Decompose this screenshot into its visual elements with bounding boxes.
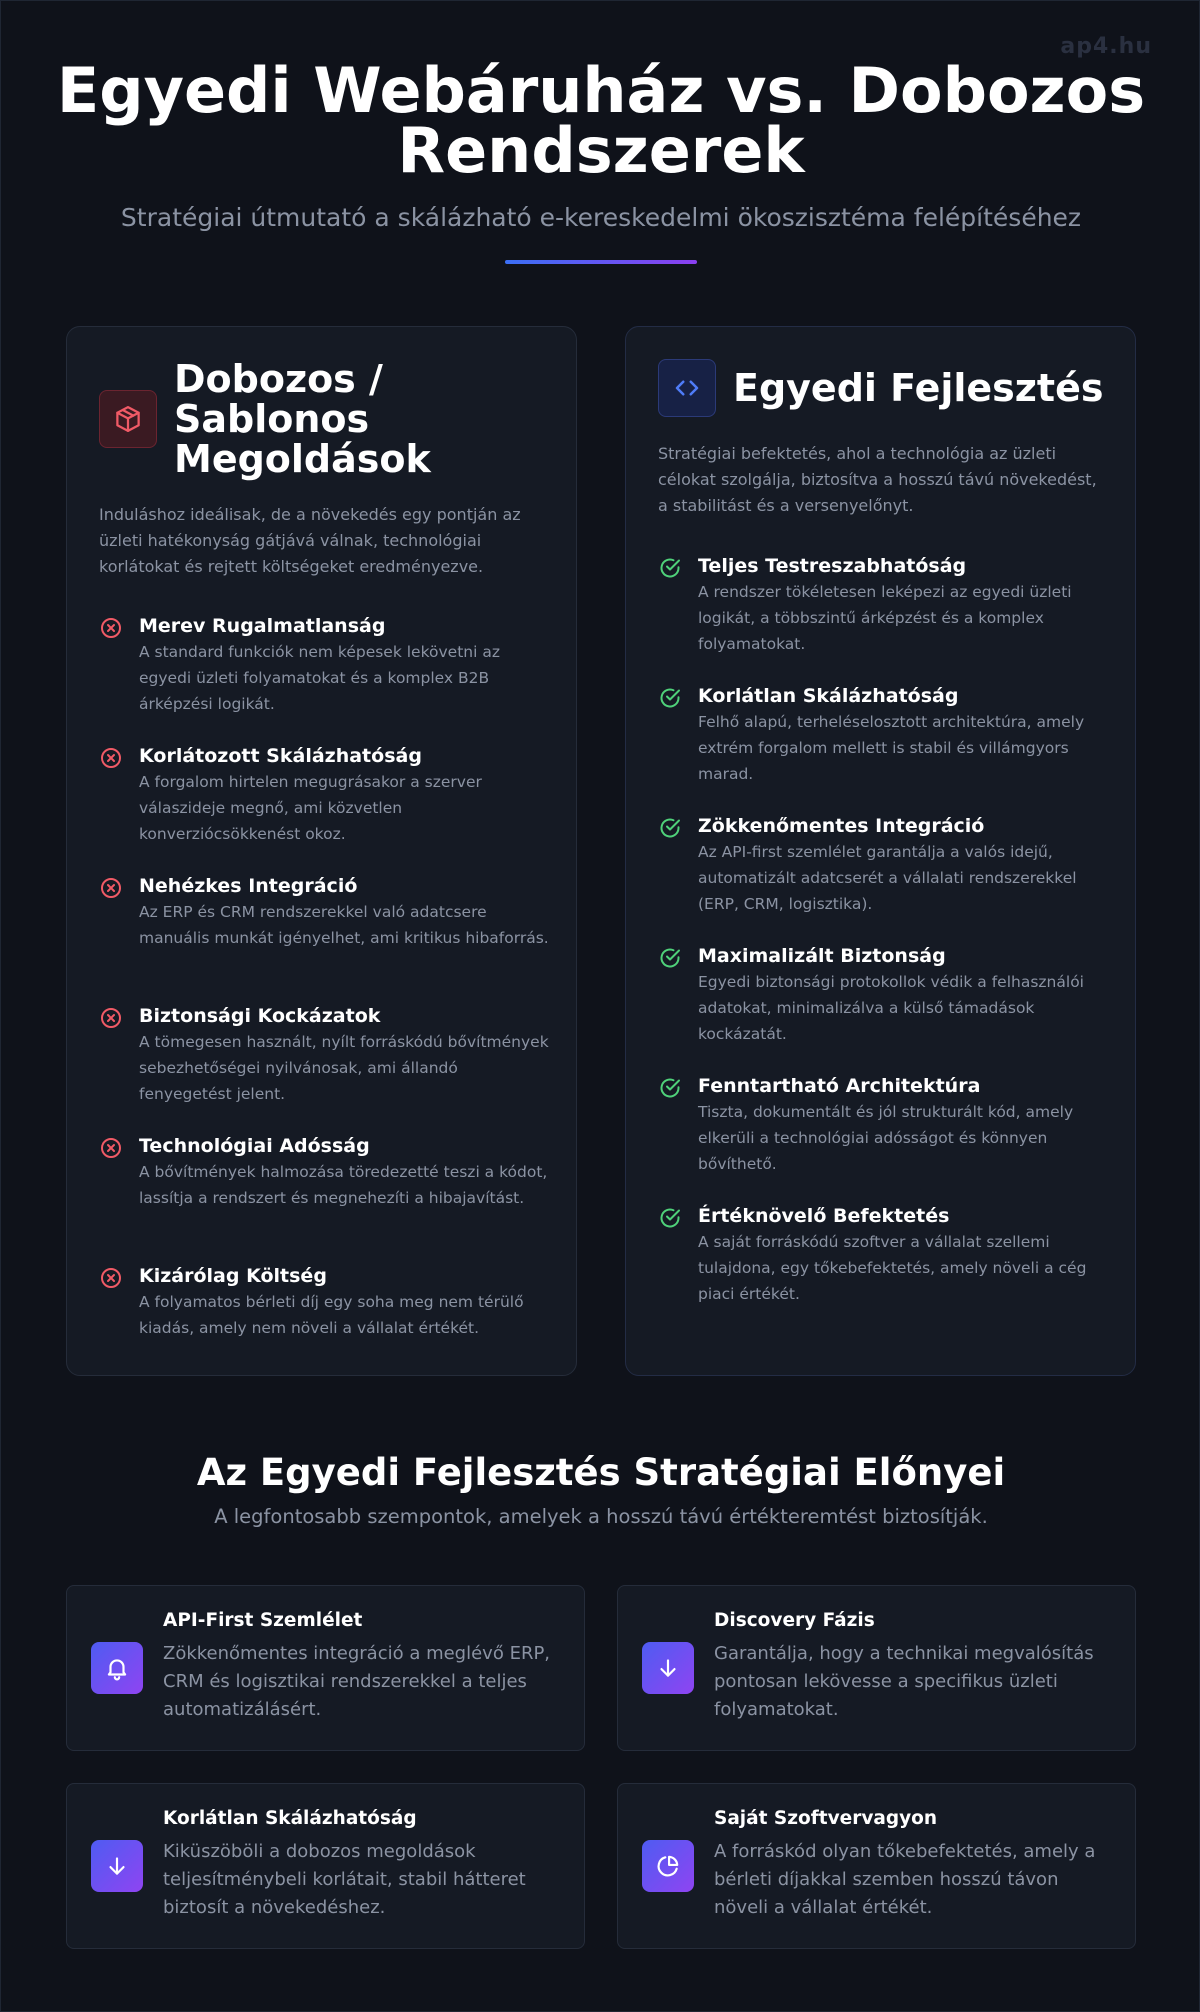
x-circle-icon: [99, 1006, 123, 1030]
check-circle-icon: [658, 556, 682, 580]
benefit-desc: A forráskód olyan tőkebefektetés, amely a bérleti díjakkal szemben hosszú távon növeli a vállalat értékét.: [714, 1841, 1096, 1918]
check-circle-icon: [658, 1076, 682, 1100]
item-title: Technológiai Adósság: [139, 1135, 370, 1157]
boxed-solutions-card: [66, 326, 577, 1376]
item-desc: Tiszta, dokumentált és jól strukturált kód, amely elkerüli a technológiai adósságot és könnyen bővíthető.: [698, 1103, 1074, 1173]
item-desc: A folyamatos bérleti díj egy soha meg nem térülő kiadás, amely nem növeli a vállalat értékét.: [139, 1293, 524, 1337]
item-title: Nehézkes Integráció: [139, 875, 358, 897]
watermark: ap4.hu: [1060, 34, 1152, 59]
card-intro: Stratégiai befektetés, ahol a technológia az üzleti célokat szolgálja, biztosítva a hosszú távú növekedést, a stabilitást és a versenyelőnyt.: [658, 444, 1097, 515]
page-subtitle: Stratégiai útmutató a skálázható e-kereskedelmi ökoszisztéma felépítéséhez: [120, 203, 1082, 232]
custom-development-card: [625, 326, 1136, 1376]
benefit-card: [66, 1783, 585, 1949]
card-header: [658, 359, 1103, 417]
list-item: [99, 873, 554, 1003]
check-circle-icon: [658, 686, 682, 710]
benefit-title: Korlátlan Skálázhatóság: [163, 1808, 417, 1829]
check-circle-icon: [658, 816, 682, 840]
section-subtitle: A legfontosabb szempontok, amelyek a hosszú távú értékteremtést biztosítják.: [214, 1505, 988, 1528]
list-item: [99, 743, 554, 873]
benefit-card: [617, 1585, 1136, 1751]
benefits-header: [1, 1449, 1200, 1528]
hero: [1, 54, 1200, 264]
benefit-desc: Kiküszöböli a dobozos megoldások teljesítménybeli korlátait, stabil hátteret biztosít a növekedéshez.: [163, 1841, 526, 1918]
benefit-title: Saját Szoftvervagyon: [714, 1808, 938, 1829]
item-title: Korlátozott Skálázhatóság: [139, 745, 422, 767]
item-title: Értéknövelő Befektetés: [698, 1205, 950, 1227]
drawback-list: [99, 613, 554, 1393]
section-title: Az Egyedi Fejlesztés Stratégiai Előnyei: [196, 1451, 1006, 1494]
x-circle-icon: [99, 746, 123, 770]
item-desc: A rendszer tökéletesen leképezi az egyedi üzleti logikát, a többszintű árképzést és a komplex folyamatokat.: [698, 583, 1072, 653]
item-desc: A forgalom hirtelen megugrásakor a szerver válaszideje megnő, ami közvetlen konverziócsökkenést okoz.: [139, 773, 482, 843]
list-item: [658, 813, 1113, 943]
list-item: [658, 1073, 1113, 1203]
benefit-title: Discovery Fázis: [714, 1610, 875, 1631]
benefit-desc: Zökkenőmentes integráció a meglévő ERP, CRM és logisztikai rendszerekkel a teljes automatizálásért.: [163, 1643, 551, 1720]
card-title: Dobozos / Sablonos Megoldások: [174, 357, 431, 481]
card-title: Egyedi Fejlesztés: [733, 366, 1104, 410]
accent-divider: [505, 260, 697, 264]
item-desc: A bővítmények halmozása töredezetté teszi a kódot, lassítja a rendszert és megnehezíti a hibajavítást.: [139, 1163, 548, 1207]
list-item: [99, 613, 554, 743]
card-intro: Induláshoz ideálisak, de a növekedés egy pontján az üzleti hatékonyság gátjává válnak, technológiai korlátokat és rejtett költségeket eredményezve.: [99, 505, 521, 576]
item-desc: A standard funkciók nem képesek lekövetni az egyedi üzleti folyamatokat és a komplex B2B árképzési logikát.: [139, 643, 500, 713]
check-circle-icon: [658, 1206, 682, 1230]
check-circle-icon: [658, 946, 682, 970]
arrow-down-icon: [91, 1840, 143, 1892]
item-title: Biztonsági Kockázatok: [139, 1005, 381, 1027]
arrow-down-icon: [642, 1642, 694, 1694]
item-title: Fenntartható Architektúra: [698, 1075, 981, 1097]
code-icon: [658, 359, 716, 417]
item-desc: Felhő alapú, terheléselosztott architektúra, amely extrém forgalom mellett is stabil és villámgyors marad.: [698, 713, 1085, 783]
item-desc: A tömegesen használt, nyílt forráskódú bővítmények sebezhetőségei nyilvánosak, ami állandó fenyegetést jelent.: [139, 1033, 549, 1103]
x-circle-icon: [99, 876, 123, 900]
x-circle-icon: [99, 1136, 123, 1160]
box-icon: [99, 390, 157, 448]
item-title: Teljes Testreszabhatóság: [698, 555, 967, 577]
benefit-card: [66, 1585, 585, 1751]
bell-icon: [91, 1642, 143, 1694]
item-title: Merev Rugalmatlanság: [139, 615, 386, 637]
card-header: [99, 359, 474, 479]
pie-chart-icon: [642, 1840, 694, 1892]
item-desc: Egyedi biztonsági protokollok védik a felhasználói adatokat, minimalizálva a külső támadások kockázatát.: [698, 973, 1084, 1043]
list-item: [99, 1263, 554, 1393]
list-item: [658, 1203, 1113, 1333]
item-title: Zökkenőmentes Integráció: [698, 815, 985, 837]
item-desc: A saját forráskódú szoftver a vállalat szellemi tulajdona, egy tőkebefektetés, amely növeli a cég piaci értékét.: [698, 1233, 1087, 1303]
benefit-title: API-First Szemlélet: [163, 1610, 363, 1631]
page-title: Egyedi Webáruház vs. Dobozos Rendszerek: [56, 54, 1146, 187]
benefit-list: [658, 553, 1113, 1333]
list-item: [99, 1003, 554, 1133]
benefit-desc: Garantálja, hogy a technikai megvalósítás pontosan lekövesse a specifikus üzleti folyamatokat.: [714, 1643, 1094, 1720]
item-title: Kizárólag Költség: [139, 1265, 327, 1287]
item-desc: Az ERP és CRM rendszerekkel való adatcsere manuális munkát igényelhet, ami kritikus hibaforrás.: [139, 903, 549, 947]
list-item: [658, 943, 1113, 1073]
list-item: [658, 553, 1113, 683]
item-title: Maximalizált Biztonság: [698, 945, 946, 967]
x-circle-icon: [99, 1266, 123, 1290]
x-circle-icon: [99, 616, 123, 640]
list-item: [99, 1133, 554, 1263]
benefit-card: [617, 1783, 1136, 1949]
item-desc: Az API-first szemlélet garantálja a valós idejű, automatizált adatcserét a vállalati rendszerekkel (ERP, CRM, logisztika).: [698, 843, 1077, 913]
list-item: [658, 683, 1113, 813]
item-title: Korlátlan Skálázhatóság: [698, 685, 959, 707]
